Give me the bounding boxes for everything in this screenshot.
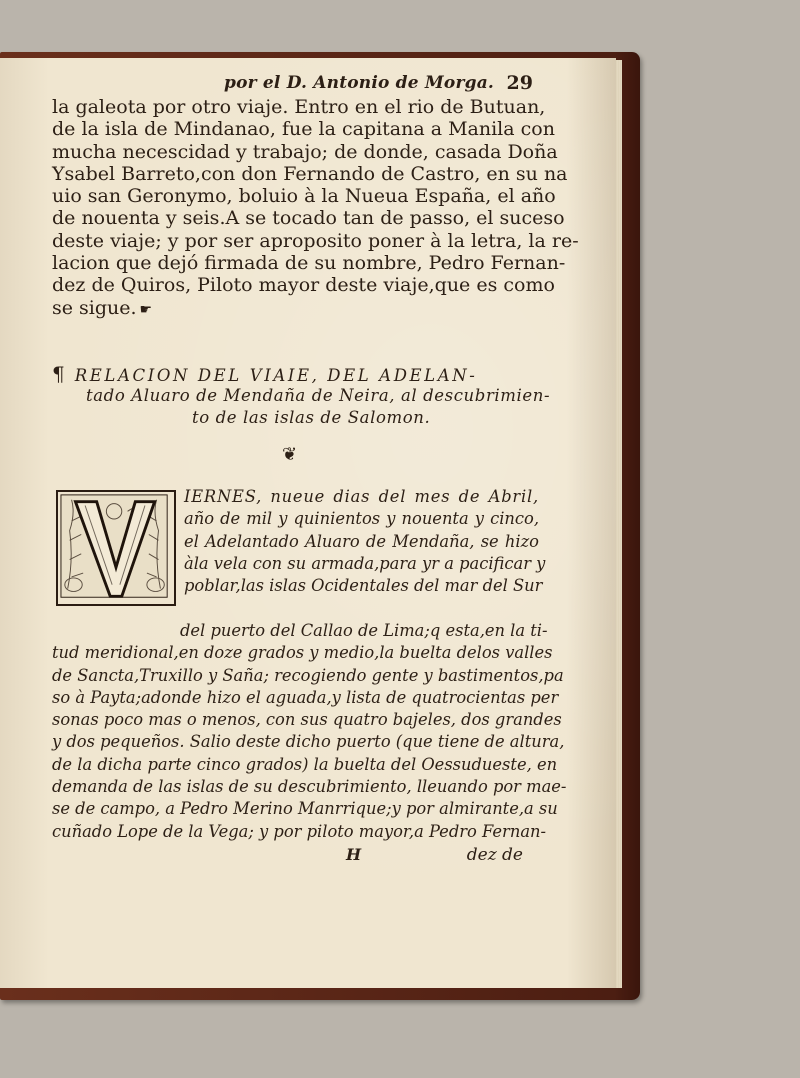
text-line: dez de Quiros, Piloto mayor deste viaje,que es como: [52, 274, 555, 297]
page-number: 29: [506, 72, 533, 94]
text-line: cuñado Lope de la Vega; y por piloto mayor,a Pedro Fernan-: [52, 821, 547, 841]
text-line: deste viaje; y por ser aproposito poner à la letra, la re-: [52, 229, 579, 252]
text-line: y dos pequeños. Salio deste dicho puerto (que tiene de altura,: [52, 732, 565, 752]
text-line: àla vela con su armada,para yr a pacificar y: [184, 553, 546, 573]
text-line: año de mil y quinientos y nouenta y cinco,: [184, 509, 539, 529]
text-line: demanda de las islas de su descubrimiento, lleuando por mae-: [52, 777, 567, 797]
section-title-line-3: to de las islas de Salomon.: [192, 408, 431, 427]
body-paragraph: [52, 620, 567, 843]
text-line: Ysabel Barreto,con don Fernando de Castro, en su na: [52, 162, 568, 185]
roman-paragraph: [52, 96, 579, 319]
section-title: [52, 362, 551, 429]
text-line: de Sancta,Truxillo y Saña; recogiendo gente y bastimentos,pa: [52, 665, 564, 685]
text-line: de nouenta y seis.A se tocado tan de passo, el suceso: [52, 207, 565, 230]
text-line: mucha necescidad y trabajo; de donde, casada Doña: [52, 140, 558, 163]
text-line: del puerto del Callao de Lima;q esta,en la ti-: [180, 621, 548, 640]
text-line: sonas poco mas o menos, con sus quatro bajeles, dos grandes: [52, 710, 562, 730]
fleuron-ornament-icon: ❦: [282, 444, 298, 465]
text-line: tud meridional,en doze grados y medio,la buelta delos valles: [52, 643, 553, 663]
signature-mark: H: [346, 845, 362, 864]
text-line: lacion que dejó firmada de su nombre, Pedro Fernan-: [52, 252, 566, 275]
text-line: uio san Geronymo, boluio à la Nueua España, el año: [52, 185, 556, 208]
text-line: se de campo, a Pedro Merino Manrrique;y por almirante,a su: [52, 799, 558, 819]
text-line-last: [52, 297, 537, 319]
pilcrow-icon: ¶: [52, 362, 65, 386]
catchword: dez de: [466, 845, 523, 865]
section-title-line-1: RELACION DEL VIAIE, DEL ADELAN-: [74, 366, 478, 385]
section-title-line-2: tado Aluaro de Mendaña de Neira, al descubrimien-: [86, 386, 551, 405]
text-line: so à Payta;adonde hizo el aguada,y lista de quatrocientas per: [52, 687, 559, 707]
text-line: de la isla de Mindanao, fue la capitana a Manila con: [52, 118, 555, 141]
text-line: IERNES, nueue dias del mes de Abril,: [184, 487, 539, 506]
text-line-end: se sigue.: [52, 296, 137, 319]
running-head: por el D. Antonio de Morga.: [224, 73, 495, 93]
pointing-hand-icon: ☛: [139, 301, 153, 318]
opening-paragraph: [52, 486, 546, 597]
text-line: la galeota por otro viaje. Entro en el rio de Butuan,: [52, 96, 546, 118]
page-header: [52, 70, 537, 96]
text-line: de la dicha parte cinco grados) la buelta del Oessudueste, en: [52, 754, 558, 774]
text-line: el Adelantado Aluaro de Mendaña, se hizo: [184, 531, 539, 551]
text-line: poblar,las islas Ocidentales del mar del Sur: [184, 576, 543, 596]
